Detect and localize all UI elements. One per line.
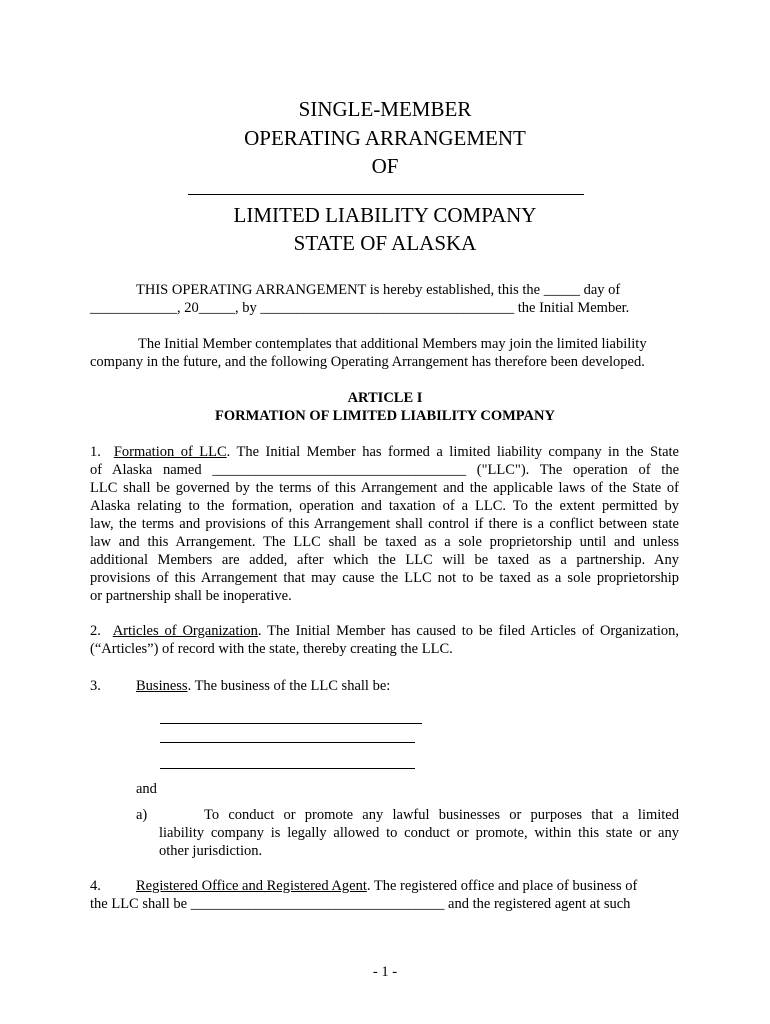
title-line-2: OPERATING ARRANGEMENT: [244, 126, 526, 150]
section-1-line: law, the terms and provisions of this Arrangement shall control if there is a conflict between state: [90, 516, 679, 532]
section-3-item-a-line-3: other jurisdiction.: [159, 843, 263, 859]
section-4-line-1: [136, 877, 637, 896]
article-subheading: FORMATION OF LIMITED LIABILITY COMPANY: [215, 408, 555, 424]
section-3-number: 3.: [90, 678, 101, 694]
section-4-line-1-text: . The registered office and place of business of: [366, 878, 638, 894]
section-1-line: additional Members are added, after which the LLC will be taxed as a partnership. Any: [90, 552, 679, 568]
section-3-text: . The business of the LLC shall be:: [187, 678, 391, 694]
article-heading: ARTICLE I: [347, 390, 423, 406]
section-2-line-2: (“Articles”) of record with the state, thereby creating the LLC.: [90, 641, 453, 657]
section-4-number: 4.: [90, 878, 101, 894]
title-line-3: OF: [371, 154, 399, 178]
section-1-number: 1.: [90, 444, 101, 460]
section-2-line-1: [90, 622, 679, 641]
section-3-and: and: [136, 781, 157, 797]
section-2-heading: Articles of Organization: [112, 623, 258, 639]
section-4-line-2: the LLC shall be ___________________________________ and the registered agent at such: [90, 896, 631, 912]
section-1-heading: Formation of LLC: [113, 444, 227, 460]
section-1-line: Alaska relating to the formation, operation and taxation of a LLC. To the extent permitted by: [90, 498, 679, 514]
business-blank-2: [160, 742, 415, 743]
section-2-number: 2.: [90, 623, 101, 639]
title-line-4: LIMITED LIABILITY COMPANY: [233, 203, 537, 227]
section-1-line-1: [90, 443, 679, 462]
section-1-line: of Alaska named ___________________________________ ("LLC"). The operation of the: [90, 462, 679, 478]
section-1-last-line: or partnership shall be inoperative.: [90, 588, 292, 604]
section-4-heading: Registered Office and Registered Agent: [136, 878, 367, 894]
section-2-line-1-text: . The Initial Member has caused to be filed Articles of Organization,: [257, 623, 680, 639]
section-3-heading: Business: [136, 678, 188, 694]
title-line-5: STATE OF ALASKA: [293, 231, 477, 255]
title-line-1: SINGLE-MEMBER: [298, 97, 472, 121]
section-1-line: LLC shall be governed by the terms of this Arrangement and the applicable laws of the State of: [90, 480, 679, 496]
section-1-line-1-text: . The Initial Member has formed a limited liability company in the State: [226, 444, 679, 460]
para2-line-2: company in the future, and the following Operating Arrangement has therefore been developed.: [90, 354, 645, 370]
section-1-line: provisions of this Arrangement that may cause the LLC not to be taxed as a sole proprietorship: [90, 570, 679, 586]
section-3-item-a-label: a): [136, 807, 148, 823]
intro-line-1: THIS OPERATING ARRANGEMENT is hereby established, this the _____ day of: [136, 282, 621, 298]
section-3-line-1: [136, 677, 390, 696]
section-3-item-a-line-1: To conduct or promote any lawful businesses or purposes that a limited: [204, 807, 679, 823]
page-number: - 1 -: [372, 964, 398, 980]
intro-line-2: ____________, 20_____, by ___________________________________ the Initial Member.: [90, 300, 630, 316]
section-3-item-a-line-2: liability company is legally allowed to conduct or promote, within this state or any: [159, 825, 679, 841]
business-blank-3: [160, 768, 415, 769]
para2-line-1: The Initial Member contemplates that additional Members may join the limited liability: [138, 336, 647, 352]
section-1-line: law and this Arrangement. The LLC shall be taxed as a sole proprietorship until and unless: [90, 534, 679, 550]
company-name-blank: [188, 194, 584, 195]
business-blank-1: [160, 723, 422, 724]
